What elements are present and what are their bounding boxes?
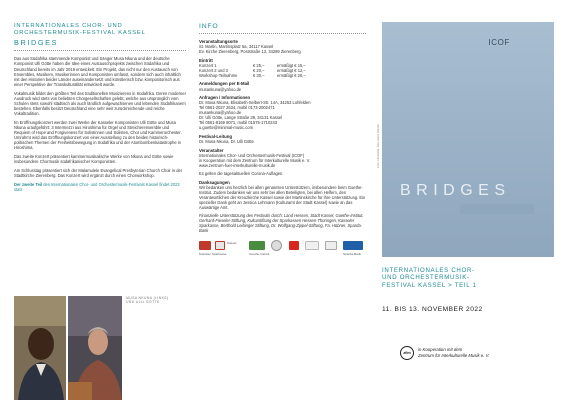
goethe-logo bbox=[249, 241, 265, 250]
corona-note: Es gelten die tagesaktuellen Corona-Auflagen. bbox=[199, 171, 284, 177]
kassel-logo-text: Kassel bbox=[227, 241, 237, 246]
cover-bar bbox=[460, 204, 534, 214]
cover-title: BRIDGES bbox=[400, 182, 511, 199]
entry-prices: Eintritt Konzert 1 € 25,– ermäßigt € 15,– Konzert 2 und 3 € 20,– ermäßigt € 12,– Workshop-Teilnahme € 30,– ermäßigt € 20,– bbox=[199, 58, 366, 78]
kassel-logo bbox=[215, 241, 225, 250]
funding-note: Finanzielle Unterstützung des Festivals durch: Land Hessen, Stadt Kassel, Goethe-Institut, Gerhard-Fieseler-Stiftung, Kulturstiftung der Sparkassen Hessen-Thüringen, Kasseler Sparkasse, Berthold Leibinger Stiftung, Dr. Wolfgang-Zippel-Stiftung, Fa. Hübner, Sparda-Bank bbox=[199, 213, 364, 234]
divider bbox=[14, 50, 186, 51]
contact-email-nkuna[interactable]: musankuna@yahoo.de bbox=[199, 110, 242, 116]
cover-panel bbox=[372, 0, 564, 400]
photo-caption: MUSA NKUNA (LINKS) UND ULLI GÖTTE bbox=[126, 296, 169, 305]
cover-image bbox=[382, 22, 554, 257]
cover bbox=[372, 0, 564, 265]
sparkasse-logo bbox=[289, 241, 299, 250]
leibinger-logo bbox=[305, 241, 319, 250]
paragraph-1: Das aus Südafrika stammende Komponist und Sänger Musa Nkuna und der deutsche Komponist Ulli Götte haben die Idee eines Austauschprojekts zwischen Südafrika und Deutschland bereits im Jahr 2019 entwickelt. Ein Projekt, das nicht nur den Austausch von Ensembles, Musikern, Musikerinnen und Komponisten umfasst, sondern sich auch inhaltlich mit den Historien beider Länder auseinandersetzt und künstlerisch bzw. kompositorisch aus einer Perspektive der Transkulturalität entwickelt wurde. bbox=[14, 56, 181, 87]
photos bbox=[14, 296, 190, 400]
zippel-logo bbox=[325, 241, 337, 250]
festival-lead: Festival-Leitung Dr. Musa Nkuna, Dr. Ulli Götte bbox=[199, 133, 254, 145]
sparda-logo-text: Sparda-Bank bbox=[343, 252, 362, 257]
cover-festival-title: INTERNATIONALES CHOR- UND ORCHESTERMUSIK- FESTIVAL KASSEL > TEIL 1 bbox=[382, 267, 477, 289]
registration: Anmeldungen per E-Mail musankuna@yahoo.de bbox=[199, 81, 366, 91]
venues: Veranstaltungsorte St. Martin, Martinsplatz 5a, 34117 Kassel Ev. Kirche Zierenberg, Poststraße 13, 34289 Zierenberg bbox=[199, 39, 301, 55]
sponsor-logos bbox=[199, 237, 366, 263]
info-panel bbox=[190, 0, 370, 400]
photo-credit: Foto: Ulli Götte, Karl-Heinz Mierke bbox=[376, 124, 380, 168]
foundation-logo bbox=[271, 240, 282, 251]
organizer-website[interactable]: www.zentrum-fuer-interkulturelle-musik.de bbox=[199, 162, 276, 168]
paragraph-3: Im Eröffnungskonzert werden zwei Werke der Kasseler Komponisten Ulli Götte und Musa Nkuna uraufgeführt: 3 Intermezzi aus Hiroshima für Orgel und Streicherensemble und Requiem of Hope and Forgiveness für Solistinnen und Solisten, Chor und Kammerorchester. Umrahmt wird das Eröffnungskonzert von einer Ausstellung zu den beiden historisch-politischen Themen der Freiheitsbewegung in Südafrika und der Atombombenkatastrophe in Hiroshima. bbox=[14, 119, 182, 151]
paragraph-4: Das zweite Konzert präsentiert kammermusikalische Werke von Nkuna und Götte sowie insbesondere Chormusik südafrikanischer Komponisten. bbox=[14, 154, 174, 165]
bridges-heading: BRIDGES bbox=[14, 38, 59, 48]
organizer: Veranstalter Internationales Chor- und Orchestermusik-Festival (ICOF) in Kooperation mit dem Zentrum für Interkulturelle Musik e. V. www.zentrum-fuer-interkulturelle-musik.de bbox=[199, 148, 366, 168]
sparkasse-logo-text: Kasseler Sparkasse bbox=[199, 252, 227, 257]
contact-info: Anfragen / Informationen Dr. Musa Nkuna, Elisabeth-Selbert-Str. 14A, 34253 Lohfelden Tel 0561-2027 2634, mobil 0173-2002471 musankuna@yahoo.de Dr. Ulli Götte, Lange Straße 39, 34131 Kassel Tel 0561-8169 8071, mobil 01575-1710243 u.goette@minimal-music.com bbox=[199, 95, 366, 130]
price-row: Konzert 1 € 25,– ermäßigt € 15,– bbox=[199, 62, 306, 68]
registration-email[interactable]: musankuna@yahoo.de bbox=[199, 86, 242, 92]
paragraph-2: Vokalmusik bildet den größten Teil des traditionellen Musizierens in Südafrika. Deren moderner Ausdruck wird stets von beliebten Chorgesellschaften gelebt, welche aus ursprünglich vom Schulen stets sowohl städtisch als auch ländlich aufgewachsenen und lebenden Südafrikanern bestehen. Ebenfalls besitzt Deutschland eine sehr weit zurückreichende und reiche Vokaltradition. bbox=[14, 90, 186, 116]
contact-email-goette[interactable]: u.goette@minimal-music.com bbox=[199, 125, 253, 131]
sparda-logo bbox=[343, 241, 363, 250]
price-row: Workshop-Teilnahme € 30,– ermäßigt € 20,– bbox=[199, 72, 306, 78]
divider bbox=[199, 33, 366, 34]
hessen-logo bbox=[199, 241, 211, 250]
info-heading: INFO bbox=[199, 23, 219, 30]
cooperation-note: in Kooperation mit dem Zentrum für Interkulturelle Musik e. V. bbox=[418, 347, 490, 358]
icof-brand: ICOF bbox=[488, 38, 510, 47]
acknowledgements: Danksagungen Wir bedanken uns herzlich bei allen genannten Unterstützern, insbesondere beim Goethe-Institut. Zudem bedanken wir uns sehr bei allen Beteiligten, bei allen Helfern, den Verantwortlichen der Kreuzkirche Kassel sowie der Martinskirche für ihre Unterstützung. Ein spezieller Dank geht an Jessica Lehmann (Kulturamt der Stadt Kassel) sowie an das Auswärtige Amt. bbox=[199, 179, 366, 210]
photo-musa-nkuna bbox=[14, 296, 66, 400]
zfim-logo: zfim bbox=[400, 346, 414, 360]
photo-ulli-goette bbox=[68, 296, 122, 400]
festival-title: INTERNATIONALES CHOR- UND ORCHESTERMUSIK-FESTIVAL KASSEL bbox=[14, 23, 146, 37]
festival-dates: 11. BIS 13. NOVEMBER 2022 bbox=[382, 306, 483, 313]
goethe-logo-text: Goethe-Institut bbox=[249, 252, 270, 257]
partner-note: Der zweite Teil des Internationalen Chor- und Orchestermusik-Festivals Kassel findet 2023 statt. bbox=[14, 182, 180, 193]
paragraph-5: Am Schlusstag präsentiert sich der Malamulele Evangelical Presbyterian Church Choir in der Stadtkirche Zierenberg. Das Konzert wird ergänzt durch einen Chorworkshop. bbox=[14, 168, 183, 179]
price-row: Konzert 2 und 3 € 20,– ermäßigt € 12,– bbox=[199, 67, 306, 73]
